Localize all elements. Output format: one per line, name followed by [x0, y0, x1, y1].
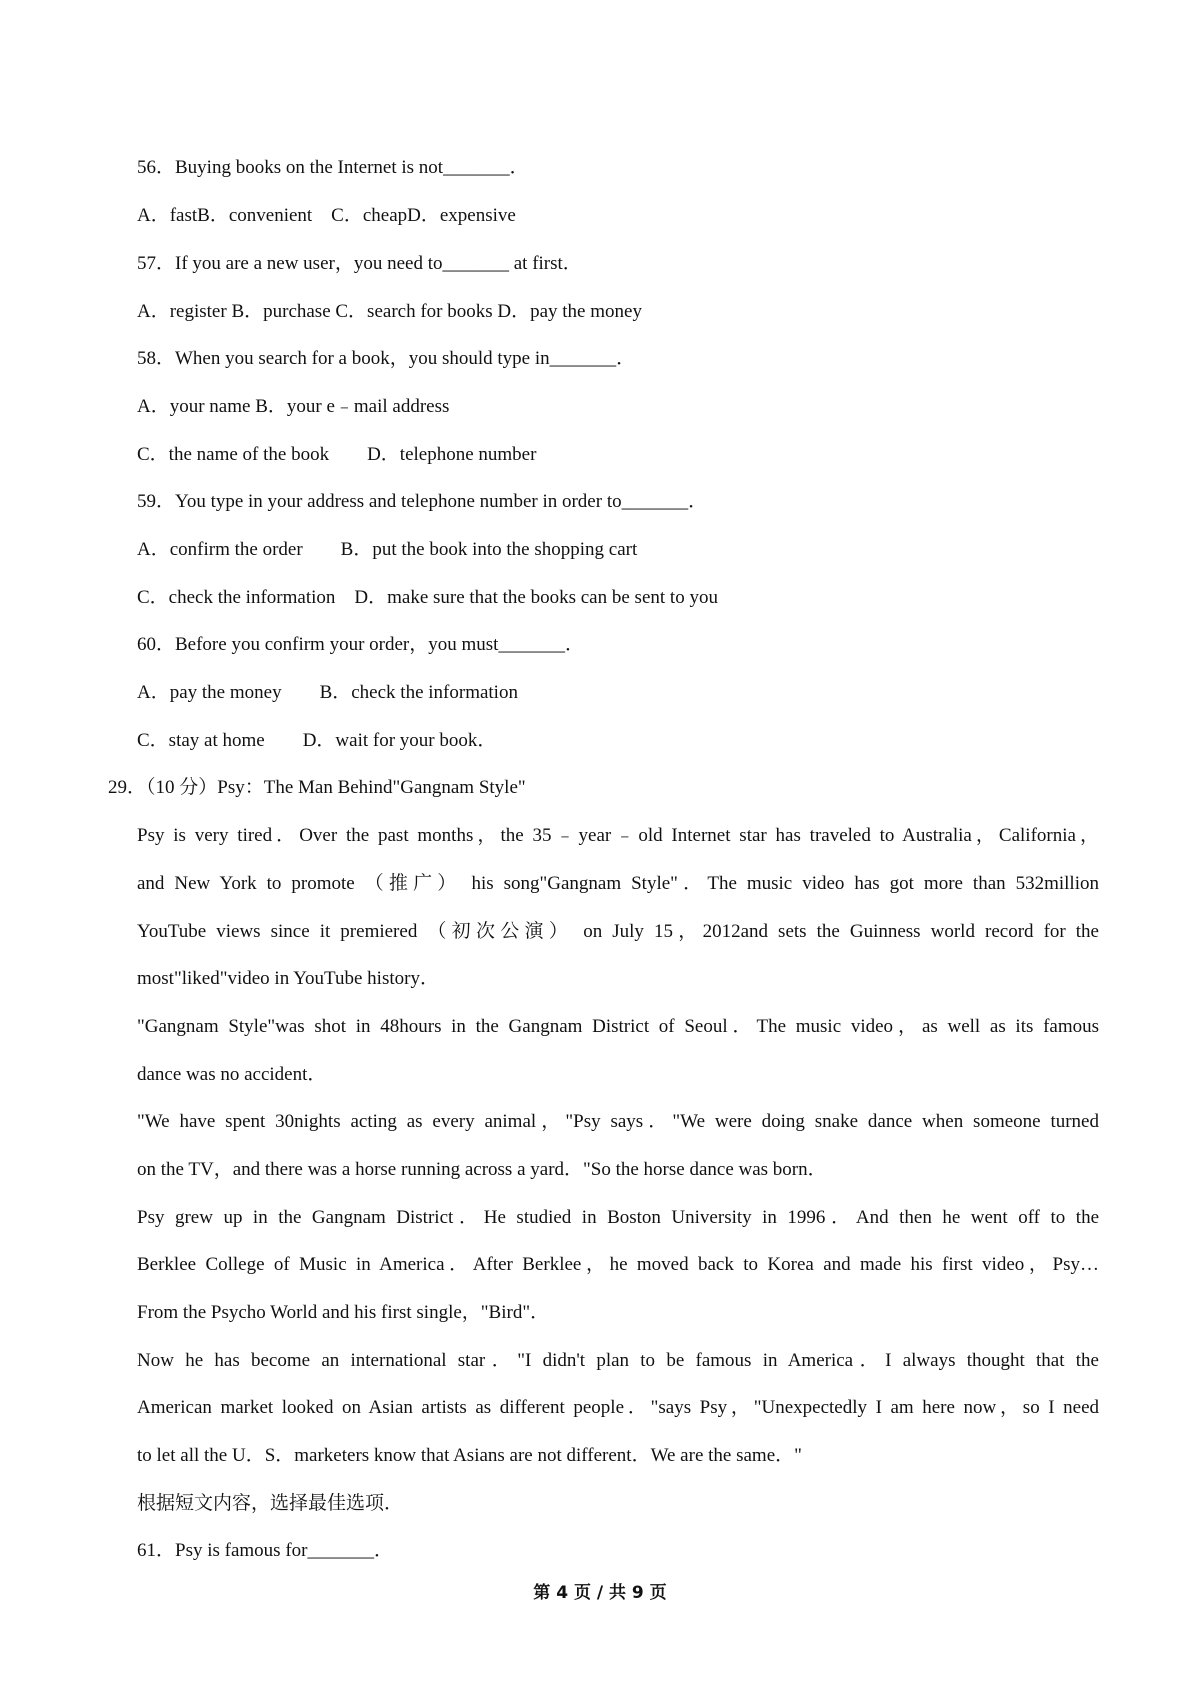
question-56-options: A．fastB．convenient C．cheapD．expensive	[137, 205, 516, 226]
question-29-heading: 29．（10 分）Psy：The Man Behind"Gangnam Style"	[108, 777, 526, 798]
passage-p1-line-1: Psy is very tired．Over the past months，the 35﹣year﹣old Internet star has traveled to Australia，California，	[137, 825, 1099, 846]
passage-p3-line-2: on the TV，and there was a horse running across a yard．"So the horse dance was born．	[137, 1159, 827, 1180]
passage-p4-line-2: Berklee College of Music in America．After Berklee，he moved back to Korea and made his first video，Psy…	[137, 1254, 1099, 1275]
page-number-footer: 第 4 页 / 共 9 页	[533, 1583, 667, 1603]
question-58-options-row-1: A．your name B．your e﹣mail address	[137, 396, 450, 417]
passage-p5-line-3: to let all the U．S．marketers know that Asians are not different．We are the same．"	[137, 1445, 802, 1466]
question-60-options-row-1: A．pay the money B．check the information	[137, 682, 518, 703]
question-59-stem: 59．You type in your address and telephone number in order to_______．	[137, 491, 708, 512]
passage-p1-line-2: and New York to promote （推广） his song"Gangnam Style"．The music video has got more than 532million	[137, 873, 1099, 894]
passage-p1-line-3: YouTube views since it premiered （初次公演） on July 15，2012and sets the Guinness world record for the	[137, 921, 1099, 942]
question-60-options-row-2: C．stay at home D．wait for your book．	[137, 730, 497, 751]
question-59-options-row-2: C．check the information D．make sure that the books can be sent to you	[137, 587, 718, 608]
question-58-stem: 58．When you search for a book，you should type in_______．	[137, 348, 636, 369]
question-57-options: A．register B．purchase C．search for books D．pay the money	[137, 301, 642, 322]
question-57-stem: 57．If you are a new user，you need to_______ at first．	[137, 253, 582, 274]
passage-p2-line-1: "Gangnam Style"was shot in 48hours in the Gangnam District of Seoul．The music video，as well as its famous	[137, 1016, 1099, 1037]
passage-instruction: 根据短文内容，选择最佳选项．	[137, 1493, 404, 1514]
passage-p5-line-1: Now he has become an international star．"I didn't plan to be famous in America．I always thought that the	[137, 1350, 1099, 1371]
passage-p3-line-1: "We have spent 30nights acting as every animal，"Psy says．"We were doing snake dance when someone turned	[137, 1111, 1099, 1132]
question-61-stem: 61．Psy is famous for_______．	[137, 1540, 393, 1561]
question-59-options-row-1: A．confirm the order B．put the book into the shopping cart	[137, 539, 638, 560]
question-58-options-row-2: C．the name of the book D．telephone number	[137, 444, 537, 465]
passage-p4-line-3: From the Psycho World and his first single，"Bird"．	[137, 1302, 550, 1323]
passage-p2-line-2: dance was no accident．	[137, 1064, 327, 1085]
question-56-stem: 56．Buying books on the Internet is not_______．	[137, 157, 529, 178]
passage-p5-line-2: American market looked on Asian artists as different people．"says Psy，"Unexpectedly I am here now，so I need	[137, 1397, 1099, 1418]
question-60-stem: 60．Before you confirm your order，you must_______．	[137, 634, 584, 655]
passage-p4-line-1: Psy grew up in the Gangnam District．He studied in Boston University in 1996．And then he went off to the	[137, 1207, 1099, 1228]
passage-p1-line-4: most"liked"video in YouTube history．	[137, 968, 439, 989]
